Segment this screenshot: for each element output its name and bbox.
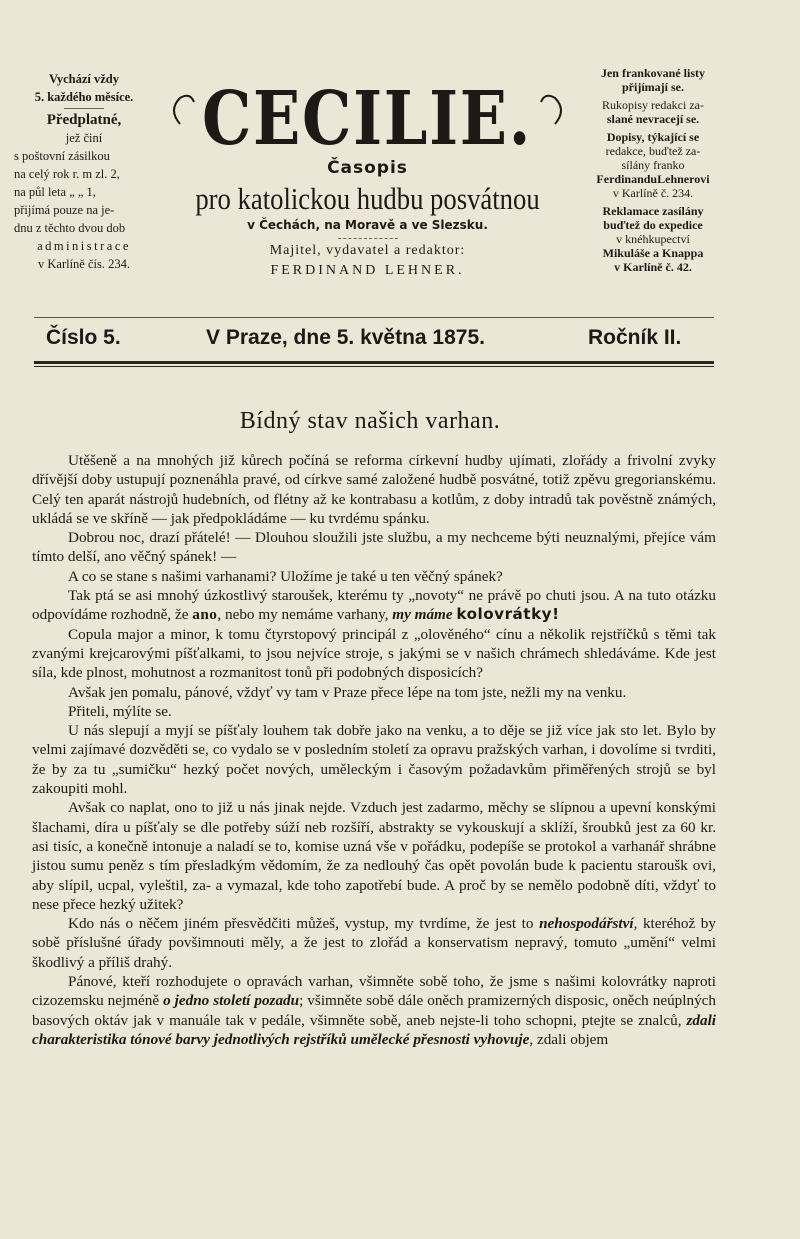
subscription-info (14, 70, 154, 273)
paragraph: Copula major a minor, k tomu čtyrstopový principál z „olověného“ cínu a několik rejstříčků s těmi tak zvanými krejcarovými píšťalkami, to jsou nejvíce stroje, s jakými se v našich chrámech shledáváme. Kde jest síla, kde plnost, mohutnost a rozmanitost tonů při podobných disposicích? (32, 625, 716, 682)
info-line: dnu z těchto dvou dob (14, 221, 126, 235)
info-line: Vychází vždy (48, 72, 120, 86)
info-line: slané nevracejí se. (606, 112, 700, 126)
paragraph: Přiteli, mýlíte se. (68, 702, 172, 720)
paragraph: Utěšeně a na mnohých již kůrech počíná se reforma církevní hudby ujímati, zlořády a frivolní zvyky dřívější doby ustupují poznenáhla pravé, od církve samé založené hudbě posvátné, totiž zpěvu gregorianskému. Celý ten aparát nástrojů hudebních, od flétny až ke kontrabasu a kotlům, z doby intradů tak pověstně známých, ukládá se ve skříně — jak předpokládáme — ku tvrdému spánku. (32, 452, 716, 527)
info-line: přijímá pouze na je- (14, 203, 115, 217)
issue-volume: Ročník II. (588, 326, 682, 349)
owner-label: Majitel, vydavatel a redaktor: (269, 243, 466, 258)
paragraph: Avšak co naplat, ono to již u nás jinak nejde. Vzduch jest zadarmo, měchy se slípnou a upevní konskými šlachami, díra u píšťaly se dle potřeby súží neb rozšíří, abstrakty se vykouskují a sklíží, šroubků jest za 60 kr. asi tisíc, a konečně intonuje a naladí se to, komise uzná vše v pořádku, podepíše se protokol a varhanář shrábne jistou sumu peněz s tím přesladkým vědomím, že za nedlouhý čas opět povolán bude k pacientu staroušk ovi, aby slípil, ucpal, vyleštil, za- a vymazal, kde toho zapotřebí bude. A proč by se nemělo podobně díti, vždyť to nese přece hezký užitek? (32, 799, 716, 913)
text-run: Tak ptá se asi mnohý úzkostlivý staroušek, kterému ty „novoty“ ne právě po chuti jsou. A na tuto otázku odpovídáme rozhodně, že (32, 587, 716, 624)
divider (34, 366, 714, 367)
info-line: přijímají se. (622, 80, 684, 94)
article-title: Bídný stav našich varhan. (239, 408, 501, 434)
info-line: v Karlíně č. 234. (612, 186, 694, 200)
subtitle: Časopis (327, 158, 408, 178)
text-run: , zdali objem (529, 1030, 609, 1048)
emphasis: o jedno století pozadu (163, 992, 300, 1010)
info-line: na půl leta „ „ 1, (14, 185, 96, 199)
paragraph (32, 586, 716, 625)
info-line: v knéhkupectví (616, 232, 690, 246)
info-line: v Karlíně č. 42. (614, 260, 692, 274)
paragraph (32, 914, 716, 972)
emphasis: my máme (392, 606, 453, 624)
paragraph: A co se stane s našimi varhanami? Uložíme je také u ten věčný spánek? (68, 567, 503, 585)
issue-number: Číslo 5. (46, 326, 121, 349)
info-line: buďtež do expedice (603, 218, 703, 232)
emphasis: ano (192, 606, 218, 624)
info-line: redakce, buďtež za- (605, 144, 701, 158)
text-run: Pánové, kteří rozhodujete o opravách varhan, všimněte sobě toho, že jsme s našimi kolovrátky naproti cizozemsku nejméně (32, 973, 716, 1010)
text-run: , nebo my nemáme varhany, (217, 606, 389, 624)
info-line: s poštovní zásilkou (14, 149, 110, 163)
info-line: na celý rok r. m zl. 2, (14, 167, 120, 181)
info-line: 5. každého měsíce. (34, 90, 134, 104)
emphasis: zdali charakteristika tónové barvy jednotlivých rejstříků umělecké přesnosti vyhovuje (32, 1011, 717, 1048)
flourish-right (541, 96, 561, 124)
subscription-heading: Předplatné, (46, 112, 122, 128)
info-line: Mikuláše a Knappa (602, 246, 704, 260)
owner-name: FERDINAND LEHNER. (270, 263, 465, 278)
region-line: v Čechách, na Moravě a ve Slezsku. (247, 218, 488, 232)
paragraph: Avšak jen pomalu, pánové, vždyť vy tam v Praze přece lépe na tom jste, nežli my na venku. (68, 683, 627, 701)
tagline: pro katolickou hudbu posvátnou (195, 181, 540, 216)
info-line: jež činí (65, 131, 103, 145)
divider (34, 361, 714, 364)
editorial-info (578, 66, 728, 278)
info-line: Rukopisy redakci za- (602, 98, 704, 112)
flourish-left (174, 96, 194, 124)
divider (34, 317, 714, 318)
issue-bar (40, 326, 720, 356)
text-run: Kdo nás o něčem jiném přesvědčiti můžeš, vystup, my tvrdíme, že jest to (68, 915, 534, 933)
emphasis: kolovrátky! (456, 605, 560, 624)
info-line: v Karlíně čís. 234. (38, 257, 130, 271)
emphasis: nehospodářství (539, 915, 634, 933)
info-line: FerdinanduLehnerovi (596, 172, 710, 186)
title-text: CECILIE. (202, 76, 532, 156)
info-line: sílány franko (621, 158, 685, 172)
divider (64, 108, 104, 109)
paragraph: U nás slepují a myjí se píšťaly louhem tak dobře jako na venku, a to děje se již více jak sto let. Bylo by velmi zajímavé dozvěděti se, co vydalo se v posledním století za opravu pražských varhan, i dovolíme si tvrditi, že by za tu „sumičku“ hezký počet nových, uměleckým i časovým požadavkům přiměřených strojů se byl zakoupiti mohl. (32, 722, 716, 798)
info-line: Dopisy, týkající se (606, 130, 700, 144)
masthead (160, 72, 575, 279)
title-logo (160, 72, 575, 156)
issue-date: V Praze, dne 5. května 1875. (206, 326, 485, 349)
info-line: Reklamace zasílány (602, 204, 704, 218)
paragraph: Dobrou noc, drazí přátelé! — Dlouhou sloužili jste službu, a my nechceme býti neuznalými, přejíce vám tímto delší, ano věčný spánek! — (32, 529, 716, 566)
text-run: , kteréhož by sobě příslušné úřady povšimnouti měly, a že jest to zlořád a konservatism nepravý, tomuto „umění“ velmi škodlivý a příliš drahý. (32, 915, 716, 971)
paragraph (32, 972, 716, 1049)
article-body (32, 451, 716, 1049)
info-line: administrace (37, 239, 131, 253)
info-line: Jen frankované listy (600, 66, 705, 80)
divider (338, 238, 398, 239)
text-run: ; všimněte sobě dále oněch pramizerných disposic, oněch neúplných basových oktáv jak v manuále tak v pedále, všimněte sobě, aneb nejste-li toho schopni, ptejte se znalců, (32, 992, 717, 1029)
